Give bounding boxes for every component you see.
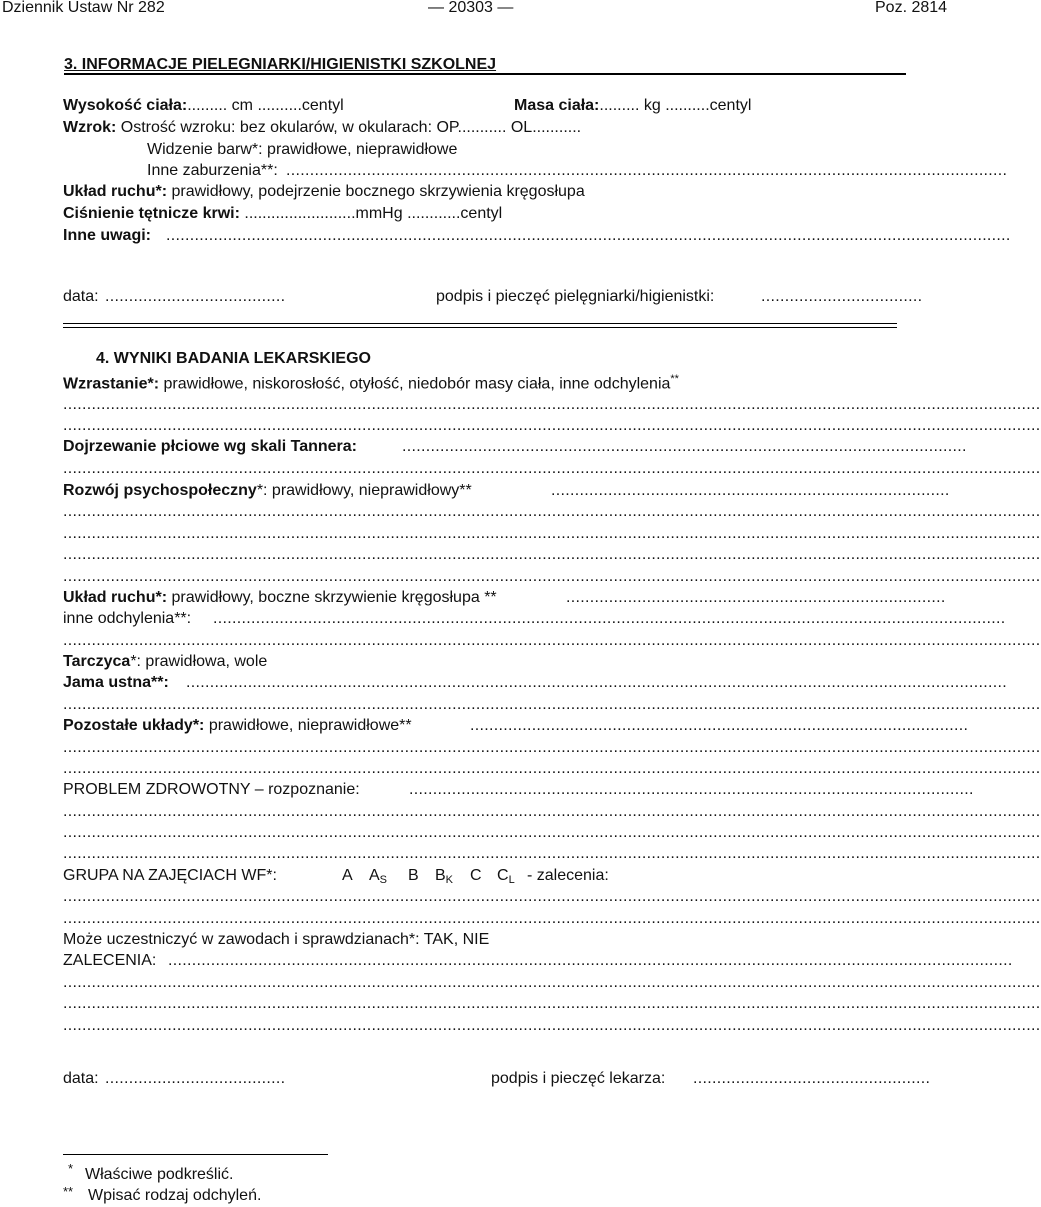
group-a: A	[342, 867, 353, 884]
footnote-rule	[63, 1154, 328, 1155]
group-label: GRUPA NA ZAJĘCIACH WF*:	[63, 867, 277, 884]
vision-label: Wzrok:	[63, 119, 117, 136]
psycho-value: *: prawidłowy, nieprawidłowy**	[256, 482, 472, 499]
mouth-dots: .............................................................................................................................................................................	[186, 674, 1007, 691]
s4-motor-label: Układ ruchu*:	[63, 589, 168, 606]
recommendations-dots-2: ..............................................................................................................................................................................................................	[63, 974, 1041, 991]
group-cl: $C_L$	[497, 867, 515, 886]
recommendations-dots-4: ..............................................................................................................................................................................................................	[63, 1017, 1041, 1034]
other-deviations-dots-2: ..............................................................................................................................................................................................................	[63, 632, 1041, 649]
separator-top	[63, 323, 897, 324]
footnote-1-mark: *	[68, 1161, 74, 1176]
s3-signature-dots: ..................................	[761, 288, 923, 305]
group-b: B	[408, 867, 419, 884]
systems-row	[63, 718, 412, 734]
height-label: Wysokość ciała:	[63, 97, 188, 114]
section3-title-underline	[64, 73, 906, 75]
group-dots-1: ..............................................................................................................................................................................................................	[63, 888, 1041, 905]
group-bk: $B_K$	[435, 867, 454, 886]
problem-dots-3: ..............................................................................................................................................................................................................	[63, 824, 1041, 841]
footnote-2-mark: **	[63, 1184, 74, 1199]
problem-dots-4: ..............................................................................................................................................................................................................	[63, 845, 1041, 862]
group-c: C	[470, 867, 482, 884]
recommendations-label: ZALECENIA:	[63, 952, 157, 969]
thyroid-label: Tarczyca	[63, 653, 131, 670]
systems-label: Pozostałe układy*:	[63, 717, 205, 734]
psycho-label: Rozwój psychospołeczny	[63, 482, 257, 499]
other-deviations-label: inne odchylenia**:	[63, 610, 192, 627]
tests-label: Może uczestniczyć w zawodach i sprawdzianach*: TAK, NIE	[63, 931, 490, 948]
mass-row	[514, 98, 751, 114]
motor-label: Układ ruchu*:	[63, 183, 168, 200]
tanner-label: Dojrzewanie płciowe wg skali Tannera:	[63, 438, 358, 455]
s3-signature-label: podpis i pieczęć pielęgniarki/higienistki:	[436, 288, 715, 305]
color-vision: Widzenie barw*: prawidłowe, nieprawidłowe	[147, 141, 458, 158]
psycho-dots-2: ..............................................................................................................................................................................................................	[63, 503, 1041, 520]
s4-signature-label: podpis i pieczęć lekarza:	[491, 1070, 666, 1087]
footnote-1-text: Właściwe podkreślić.	[85, 1166, 234, 1183]
systems-dots: .........................................................................................................	[470, 717, 969, 734]
s4-motor-value: prawidłowy, boczne skrzywienie kręgosłupa **	[167, 589, 497, 606]
systems-dots-2: ..............................................................................................................................................................................................................	[63, 739, 1041, 756]
bp-row	[63, 206, 502, 222]
notes-label: Inne uwagi:	[63, 227, 151, 244]
height-value: ......... cm ..........centyl	[187, 97, 344, 114]
mouth-label: Jama ustna**:	[63, 674, 169, 691]
other-disorders-label: Inne zaburzenia**:	[147, 162, 278, 179]
group-recommend: - zalecenia:	[527, 867, 609, 884]
thyroid-row	[63, 654, 267, 670]
s4-motor-dots: ................................................................................	[566, 589, 946, 606]
s4-motor-row	[63, 590, 497, 606]
thyroid-value: *: prawidłowa, wole	[130, 653, 268, 670]
page-number: — 20303 —	[428, 0, 514, 16]
psycho-dots-5: ..............................................................................................................................................................................................................	[63, 568, 1041, 585]
section4-title: 4. WYNIKI BADANIA LEKARSKIEGO	[96, 350, 371, 367]
bp-label: Ciśnienie tętnicze krwi:	[63, 205, 240, 222]
growth-value: prawidłowe, niskorosłość, otyłość, niedobór masy ciała, inne odchylenia	[159, 375, 671, 393]
growth-label: Wzrastanie*:	[63, 375, 160, 393]
notes-dots: ..................................................................................................................................................................................	[166, 227, 1011, 244]
section3-title: 3. INFORMACJE PIELEGNIARKI/HIGIENISTKI SZKOLNEJ	[64, 56, 497, 73]
s4-date-dots: ......................................	[105, 1070, 286, 1087]
height-row	[63, 98, 344, 114]
mass-label: Masa ciała:	[514, 97, 600, 114]
problem-dots: .......................................................................................................................	[409, 781, 974, 798]
growth-dots-2: ..............................................................................................................................................................................................................	[63, 417, 1041, 434]
psycho-row	[63, 483, 472, 499]
recommendations-dots: ..................................................................................................................................................................................	[168, 952, 1013, 969]
s3-date-label: data:	[63, 288, 99, 305]
bp-value: .........................mmHg ............centyl	[239, 205, 503, 222]
position-number: Poz. 2814	[875, 0, 948, 16]
journal-title: Dziennik Ustaw Nr 282	[2, 0, 165, 16]
separator-bottom	[63, 327, 897, 328]
problem-dots-2: ..............................................................................................................................................................................................................	[63, 803, 1041, 820]
recommendations-dots-3: ..............................................................................................................................................................................................................	[63, 995, 1041, 1012]
motor-value: prawidłowy, podejrzenie bocznego skrzywienia kręgosłupa	[167, 183, 585, 200]
s4-signature-dots: ..................................................	[693, 1070, 931, 1087]
other-disorders-dots: ........................................................................................................................................................	[286, 162, 1008, 179]
systems-value: prawidłowe, nieprawidłowe**	[204, 717, 412, 734]
other-deviations-dots: .......................................................................................................................................................................	[213, 610, 1006, 627]
tanner-dots: .......................................................................................................................	[402, 438, 967, 455]
growth-dots-1: ..............................................................................................................................................................................................................	[63, 396, 1041, 413]
s4-date-label: data:	[63, 1070, 99, 1087]
psycho-dots-4: ..............................................................................................................................................................................................................	[63, 546, 1041, 563]
group-as: $A_S$	[369, 867, 388, 886]
mass-value: ......... kg ..........centyl	[599, 97, 752, 114]
tanner-dots-2: ..............................................................................................................................................................................................................	[63, 460, 1041, 477]
group-dots-2: ..............................................................................................................................................................................................................	[63, 910, 1041, 927]
psycho-dots-3: ..............................................................................................................................................................................................................	[63, 525, 1041, 542]
mouth-dots-2: ..............................................................................................................................................................................................................	[63, 696, 1041, 713]
growth-sup: **	[670, 373, 679, 385]
growth-row	[63, 374, 679, 392]
vision-value: Ostrość wzroku: bez okularów, w okularach: OP........... OL...........	[116, 119, 582, 136]
footnote-2-text: Wpisać rodzaj odchyleń.	[88, 1187, 262, 1204]
motor-row	[63, 184, 585, 200]
systems-dots-3: ..............................................................................................................................................................................................................	[63, 760, 1041, 777]
psycho-dots: ....................................................................................	[551, 482, 950, 499]
vision-row	[63, 120, 581, 136]
s3-date-dots: ......................................	[105, 288, 286, 305]
problem-label: PROBLEM ZDROWOTNY – rozpoznanie:	[63, 781, 360, 798]
